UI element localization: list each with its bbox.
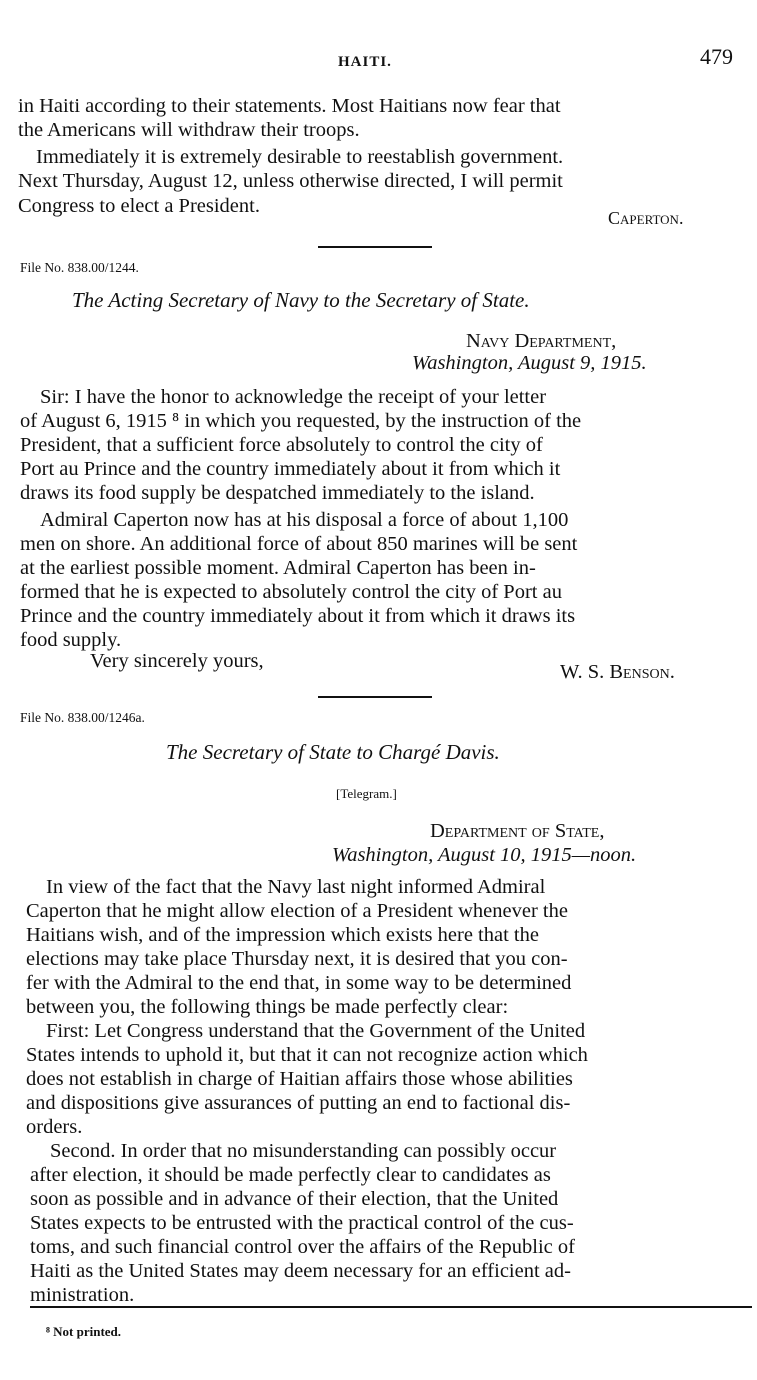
text-line: soon as possible and in advance of their election, that the United bbox=[30, 1188, 559, 1210]
text-line: President, that a sufficient force absolutely to control the city of bbox=[20, 434, 543, 456]
text-line: Admiral Caperton now has at his disposal a force of about 1,100 bbox=[40, 509, 569, 531]
text-line: does not establish in charge of Haitian affairs those whose abilities bbox=[26, 1068, 573, 1090]
text-line: orders. bbox=[26, 1116, 83, 1138]
text-line: States expects to be entrusted with the practical control of the cus- bbox=[30, 1212, 574, 1234]
text-line: Immediately it is extremely desirable to reestablish government. bbox=[36, 146, 564, 168]
document-title: The Acting Secretary of Navy to the Secretary of State. bbox=[72, 288, 530, 312]
text-line: Haiti as the United States may deem necessary for an efficient ad- bbox=[30, 1260, 571, 1282]
text-line: elections may take place Thursday next, it is desired that you con- bbox=[26, 948, 568, 970]
dateline-place: Department of State, bbox=[430, 820, 605, 842]
text-line: Port au Prince and the country immediately about it from which it bbox=[20, 458, 561, 480]
text-line: States intends to uphold it, but that it can not recognize action which bbox=[26, 1044, 588, 1066]
text-line: Haitians wish, and of the impression which exists here that the bbox=[26, 924, 539, 946]
section-divider bbox=[318, 696, 432, 698]
dateline-place: Navy Department, bbox=[466, 330, 617, 352]
text-line: formed that he is expected to absolutely control the city of Port au bbox=[20, 581, 562, 603]
text-line: of August 6, 1915 ⁸ in which you requested, by the instruction of the bbox=[20, 410, 582, 432]
running-title: HAITI. bbox=[338, 54, 392, 70]
dateline-date: Washington, August 10, 1915—noon. bbox=[332, 844, 637, 866]
closing: Very sincerely yours, bbox=[90, 650, 264, 672]
text-line: First: Let Congress understand that the Government of the United bbox=[46, 1020, 586, 1042]
dateline-date: Washington, August 9, 1915. bbox=[412, 352, 647, 374]
text-line: men on shore. An additional force of about 850 marines will be sent bbox=[20, 533, 578, 555]
footnote-rule bbox=[30, 1306, 752, 1308]
text-line: Caperton that he might allow election of a President whenever the bbox=[26, 900, 568, 922]
telegram-label: [Telegram.] bbox=[336, 786, 397, 801]
text-line: the Americans will withdraw their troops. bbox=[18, 119, 360, 141]
text-line: Prince and the country immediately about it from which it draws its bbox=[20, 605, 576, 627]
footnote: ⁸ Not printed. bbox=[46, 1324, 122, 1339]
text-line: In view of the fact that the Navy last night informed Admiral bbox=[46, 876, 546, 898]
text-line: Next Thursday, August 12, unless otherwise directed, I will permit bbox=[18, 170, 563, 192]
signature-benson: W. S. Benson. bbox=[560, 661, 675, 683]
file-number: File No. 838.00/1244. bbox=[20, 260, 139, 275]
file-number: File No. 838.00/1246a. bbox=[20, 710, 145, 725]
text-line: between you, the following things be made perfectly clear: bbox=[26, 996, 509, 1018]
text-line: Sir: I have the honor to acknowledge the receipt of your letter bbox=[40, 386, 547, 408]
text-line: Congress to elect a President. bbox=[18, 195, 260, 217]
text-line: in Haiti according to their statements. Most Haitians now fear that bbox=[18, 95, 561, 117]
text-line: ministration. bbox=[30, 1284, 135, 1306]
text-line: toms, and such financial control over the affairs of the Republic of bbox=[30, 1236, 575, 1258]
text-line: at the earliest possible moment. Admiral Caperton has been in- bbox=[20, 557, 536, 579]
signature-caperton: Caperton. bbox=[608, 208, 684, 228]
text-line: fer with the Admiral to the end that, in some way to be determined bbox=[26, 972, 572, 994]
text-line: after election, it should be made perfectly clear to candidates as bbox=[30, 1164, 551, 1186]
text-line: and dispositions give assurances of putting an end to factional dis- bbox=[26, 1092, 571, 1114]
text-line: Second. In order that no misunderstanding can possibly occur bbox=[50, 1140, 557, 1162]
document-title: The Secretary of State to Chargé Davis. bbox=[166, 740, 500, 764]
text-line: food supply. bbox=[20, 629, 122, 651]
page-number: 479 bbox=[700, 44, 733, 69]
section-divider bbox=[318, 246, 432, 248]
text-line: draws its food supply be despatched immediately to the island. bbox=[20, 482, 535, 504]
